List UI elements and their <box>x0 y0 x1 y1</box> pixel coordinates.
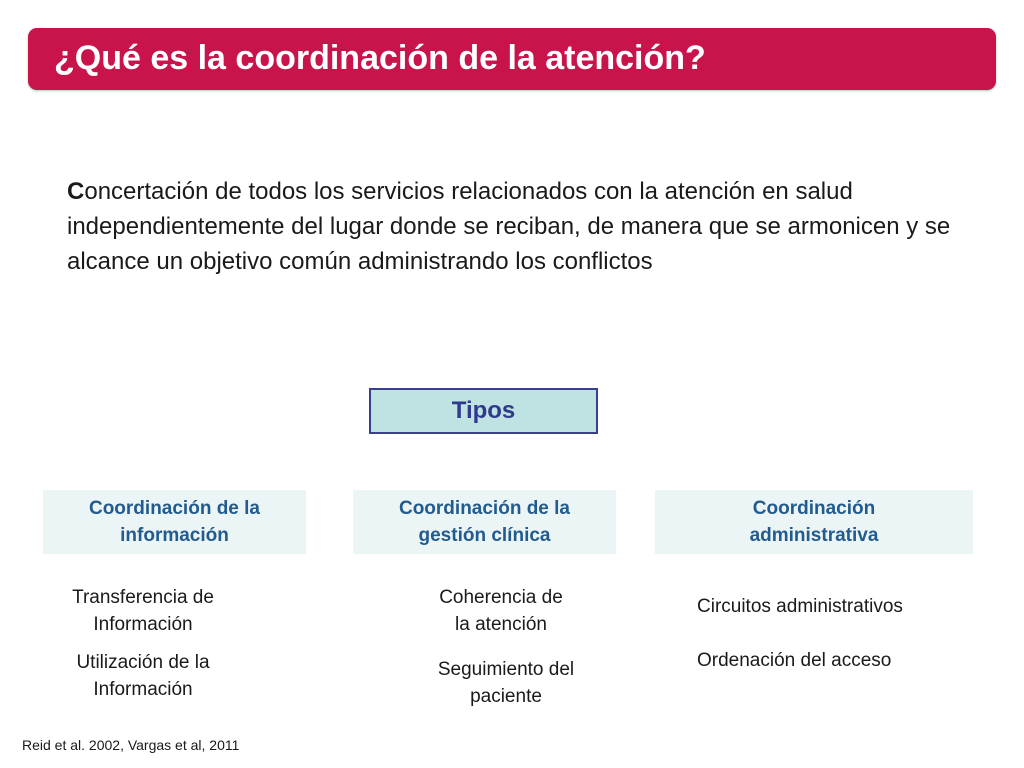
definition-paragraph <box>67 174 967 279</box>
category-information-label: Coordinación de la información <box>88 498 261 546</box>
citation: Reid et al. 2002, Vargas et al, 2011 <box>22 737 240 753</box>
item-utilizacion-informacion: Utilización de la Información <box>76 652 210 700</box>
item-coherencia-atencion: Coherencia de la atención <box>439 587 563 635</box>
category-information-box <box>43 490 306 554</box>
category-clinical-label: Coordinación de la gestión clínica <box>398 498 571 546</box>
item-ordenacion-acceso: Ordenación del acceso <box>697 650 892 671</box>
slide-title: ¿Qué es la coordinación de la atención? <box>54 39 706 77</box>
tipos-label: Tipos <box>451 397 516 424</box>
item-circuitos-administrativos: Circuitos administrativos <box>697 596 903 617</box>
definition-first-letter: C <box>67 178 85 205</box>
category-admin-label: Coordinación administrativa <box>749 498 879 546</box>
category-clinical-box <box>353 490 616 554</box>
item-seguimiento-paciente: Seguimiento del paciente <box>437 659 575 707</box>
category-admin-box <box>655 490 973 554</box>
item-transferencia-informacion: Transferencia de Información <box>72 587 214 635</box>
definition-text: oncertación de todos los servicios relacionados con la atención en salud independientemente del lugar donde se reciban, de manera que se armonicen y se alcance un objetivo común administrando los conflictos <box>67 178 951 275</box>
title-bar <box>28 28 996 90</box>
tipos-box <box>369 388 598 434</box>
